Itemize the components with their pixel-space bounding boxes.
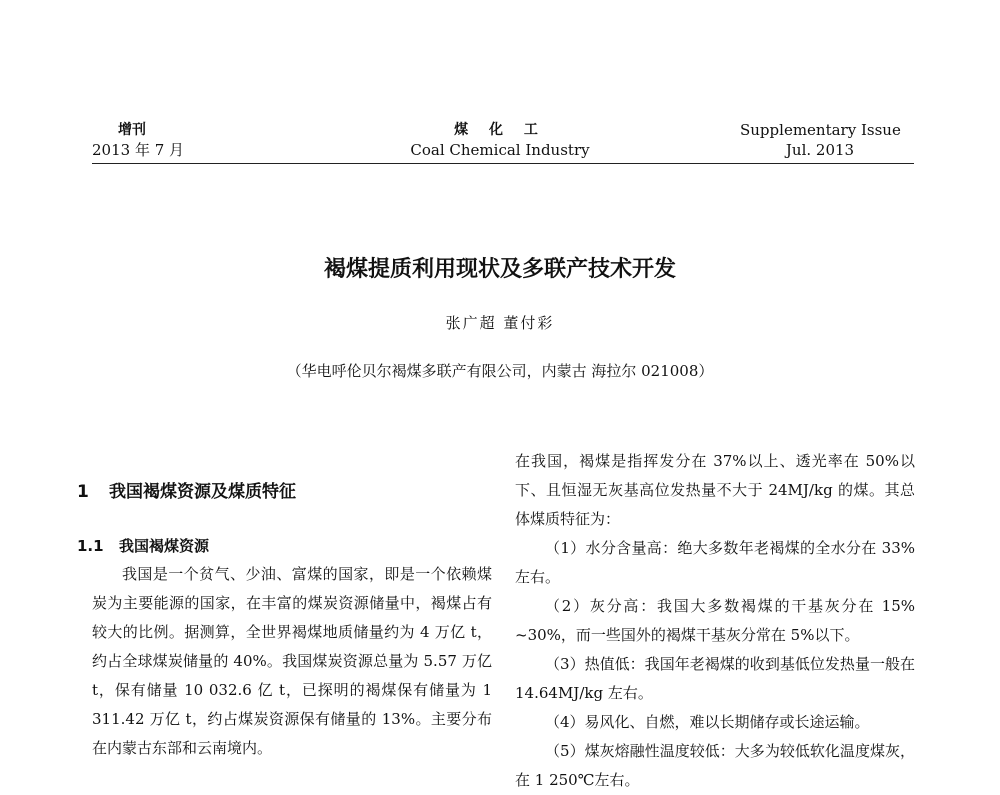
paragraph-intro: 在我国，褐煤是指挥发分在 37%以上、透光率在 50%以下、且恒湿无灰基高位发热量不大于 24MJ/kg 的煤。其总体煤质特征为： — [515, 452, 915, 528]
list-item: （2）灰分高：我国大多数褐煤的干基灰分在 15% ~30%，而一些国外的褐煤干基灰分常在 5%以下。 — [515, 597, 915, 644]
article-authors: 张广超 董付彩 — [445, 314, 555, 332]
subsection-number: 1.1 — [77, 537, 104, 555]
list-item: （5）煤灰熔融性温度较低：大多为较低软化温度煤灰，在 1 250℃左右。 — [515, 742, 915, 789]
list-item: （4）易风化、自燃，难以长期储存或长途运输。 — [545, 713, 870, 731]
left-column — [92, 560, 492, 763]
header-issue-en: Supplementary Issue — [740, 121, 901, 139]
right-column — [515, 447, 915, 795]
section-title: 我国褐煤资源及煤质特征 — [109, 482, 296, 502]
article-title: 褐煤提质利用现状及多联产技术开发 — [323, 257, 676, 282]
header-date-cn: 2013 年 7 月 — [92, 141, 185, 159]
header-rule — [92, 163, 914, 164]
header-issue-cn: 增刊 — [118, 122, 146, 138]
list-item: （3）热值低：我国年老褐煤的收到基低位发热量一般在 14.64MJ/kg 左右。 — [515, 655, 915, 702]
paragraph: 我国是一个贫气、少油、富煤的国家，即是一个依赖煤炭为主要能源的国家，在丰富的煤炭资源储量中，褐煤占有较大的比例。据测算，全世界褐煤地质储量约为 4 万亿 t，约占全球煤炭储量的 40%。我国煤炭资源总量为 5.57 万亿 t，保有储量 10 032.6 亿 t，已探明的褐煤保有储量为 1 311.42 万亿 t，约占煤炭资源保有储量的 13%。主要分布在内蒙古东部和云南境内。 — [92, 565, 492, 757]
header-center — [380, 120, 620, 160]
list-item: （1）水分含量高：绝大多数年老褐煤的全水分在 33%左右。 — [515, 539, 915, 586]
article-affiliation: （华电呼伦贝尔褐煤多联产有限公司，内蒙古 海拉尔 021008） — [286, 362, 714, 380]
subsection-title: 我国褐煤资源 — [119, 537, 210, 555]
header-left — [92, 120, 184, 160]
journal-name-en: Coal Chemical Industry — [410, 141, 590, 159]
subsection-heading-1-1 — [77, 535, 209, 556]
section-heading-1 — [77, 477, 296, 502]
header-date-en: Jul. 2013 — [785, 141, 855, 159]
header-right — [740, 120, 900, 160]
section-number: 1 — [77, 482, 89, 502]
journal-name-cn: 煤 化 工 — [454, 122, 546, 138]
